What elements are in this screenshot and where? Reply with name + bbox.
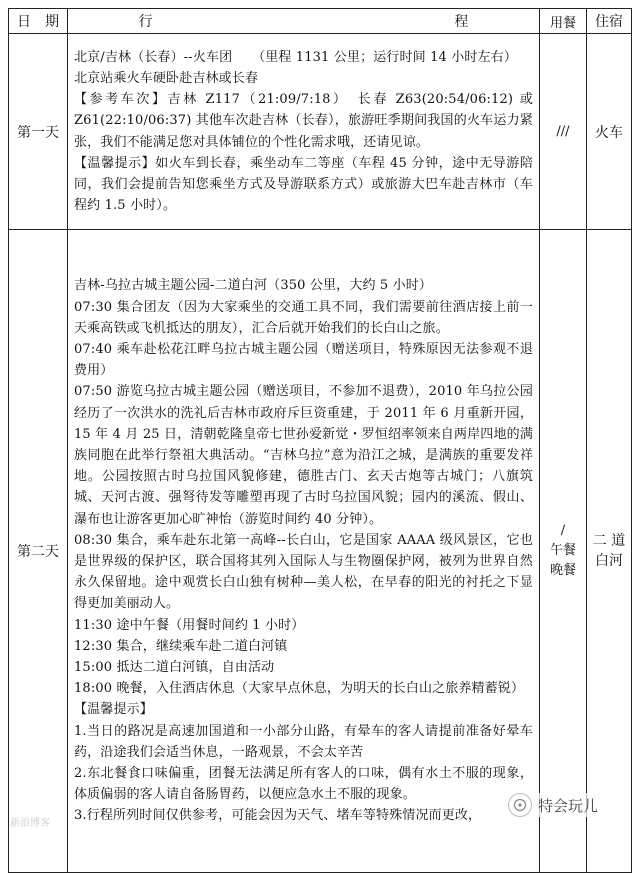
day2-plan xyxy=(68,230,540,873)
day2-meal-item: 午餐 xyxy=(549,543,576,558)
day2-line: 【温馨提示】 xyxy=(74,702,153,718)
day2-line: 08:30 集合，乘车赴东北第一高峰--长白山，它是国家 AAAA 级风景区，它也是世界级的保护区，联合国将其列入国际人与生物圈保护网，被列为世界自然永久保留地。途中观赏长白山独有树种—美人松，在早春的阳光的衬托之下显得更加美丽动人。 xyxy=(74,532,533,612)
day1-plan xyxy=(68,34,540,230)
header-row xyxy=(9,9,632,34)
day2-lodging-line: 白河 xyxy=(595,553,623,569)
watermark-left: 新浪博客 xyxy=(10,818,50,829)
day1-row xyxy=(9,34,632,230)
day2-meal-item: / xyxy=(560,523,566,538)
header-meals: 用餐 xyxy=(540,9,587,34)
day2-line: 12:30 集合，继续乘车赴二道白河镇 xyxy=(74,638,288,654)
wechat-logo-icon xyxy=(508,793,532,817)
day2-meals xyxy=(540,230,587,873)
day1-line: 北京站乘火车硬卧赴吉林或长春 xyxy=(74,70,259,86)
day2-lodging xyxy=(587,230,632,873)
itinerary-table xyxy=(8,8,632,873)
header-itinerary-label: 行程 xyxy=(138,14,469,30)
day2-line: 2.东北餐食口味偏重，团餐无法满足所有客人的口味，偶有水土不服的现象，体质偏弱的客人请自备肠胃药，以便应急水土不服的现象。 xyxy=(74,766,533,803)
day2-label: 第二天 xyxy=(9,230,68,873)
day2-line: 15:00 抵达二道白河镇，自由活动 xyxy=(74,660,275,676)
header-itinerary xyxy=(68,9,540,34)
watermark-right xyxy=(506,793,600,817)
day2-line: 07:50 游览乌拉古城主题公园（赠送项目，不参加不退费），2010 年乌拉公园经历了一次洪水的洗礼后吉林市政府斥巨资重建，于 2011 年 6 月重新开园，15 年 4 月 25 日，清朝乾隆皇帝七世孙爱新觉・罗恒绍率领来自两岸四地的满族同胞在此举行祭祖大典活动。“吉林乌拉”意为沿江之城，是满族的重要发祥地。公园按照古时乌拉国风貌修建，德胜古门、玄天古炮等古城门；八旗筑城、天河古渡、强弩待发等雕塑再现了古时乌拉国风貌；园内的溪流、假山、瀑布也让游客更加心旷神怡（游览时间约 40 分钟）。 xyxy=(74,384,533,527)
day1-label: 第一天 xyxy=(9,34,68,230)
day2-row xyxy=(9,230,632,873)
header-lodging: 住宿 xyxy=(587,9,632,34)
day2-line: 吉林-乌拉古城主题公园-二道白河（350 公里，大约 5 小时） xyxy=(74,278,433,294)
day2-line: 18:00 晚餐，入住酒店休息（大家早点休息，为明天的长白山之旅养精蓄锐） xyxy=(74,681,525,697)
day1-line: 北京/吉林（长春）--火车团 （里程 1131 公里；运行时间 14 小时左右） xyxy=(74,49,517,65)
day1-lodging: 火车 xyxy=(587,34,632,230)
day2-line: 07:40 乘车赴松花江畔乌拉古城主题公园（赠送项目，特殊原因无法参观不退费用） xyxy=(74,341,533,379)
watermark-right-text: 特会玩儿 xyxy=(537,796,598,815)
day2-line: 07:30 集合团友（因为大家乘坐的交通工具不同，我们需要前往酒店接上前一天乘高铁或飞机抵达的朋友），汇合后就开始我们的长白山之旅。 xyxy=(74,299,533,336)
day2-line: 1.当日的路况是高速加国道和一小部分山路，有晕车的客人请提前准备好晕车药，沿途我们会适当休息，一路观景，不会太辛苦 xyxy=(74,723,533,760)
day2-lodging-line: 二 道 xyxy=(592,533,626,549)
header-date: 日 期 xyxy=(9,9,68,34)
day2-line: 11:30 途中午餐（用餐时间约 1 小时） xyxy=(74,617,305,633)
day1-line: 【参考车次】吉林 Z117（21:09/7:18） 长春 Z63(20:54/06:12) 或 Z61(22:10/06:37) 其他车次赴吉林（长春），旅游旺季期间我国的火车运力紧张，我们不能满足您对具体铺位的个性化需求哦，还请见谅。 xyxy=(74,92,533,150)
day1-meals: /// xyxy=(540,34,587,230)
day1-line: 【温馨提示】如火车到长春，乘坐动车二等座（车程 45 分钟，途中无导游陪同，我们会提前告知您乘坐方式及导游联系方式）或旅游大巴车赴吉林市（车程约 1.5 小时）。 xyxy=(74,155,533,214)
day2-meal-item: 晚餐 xyxy=(549,563,576,578)
day2-line: 3.行程所列时间仅供参考，可能会因为天气、堵车等特殊情况而更改， xyxy=(74,808,482,824)
